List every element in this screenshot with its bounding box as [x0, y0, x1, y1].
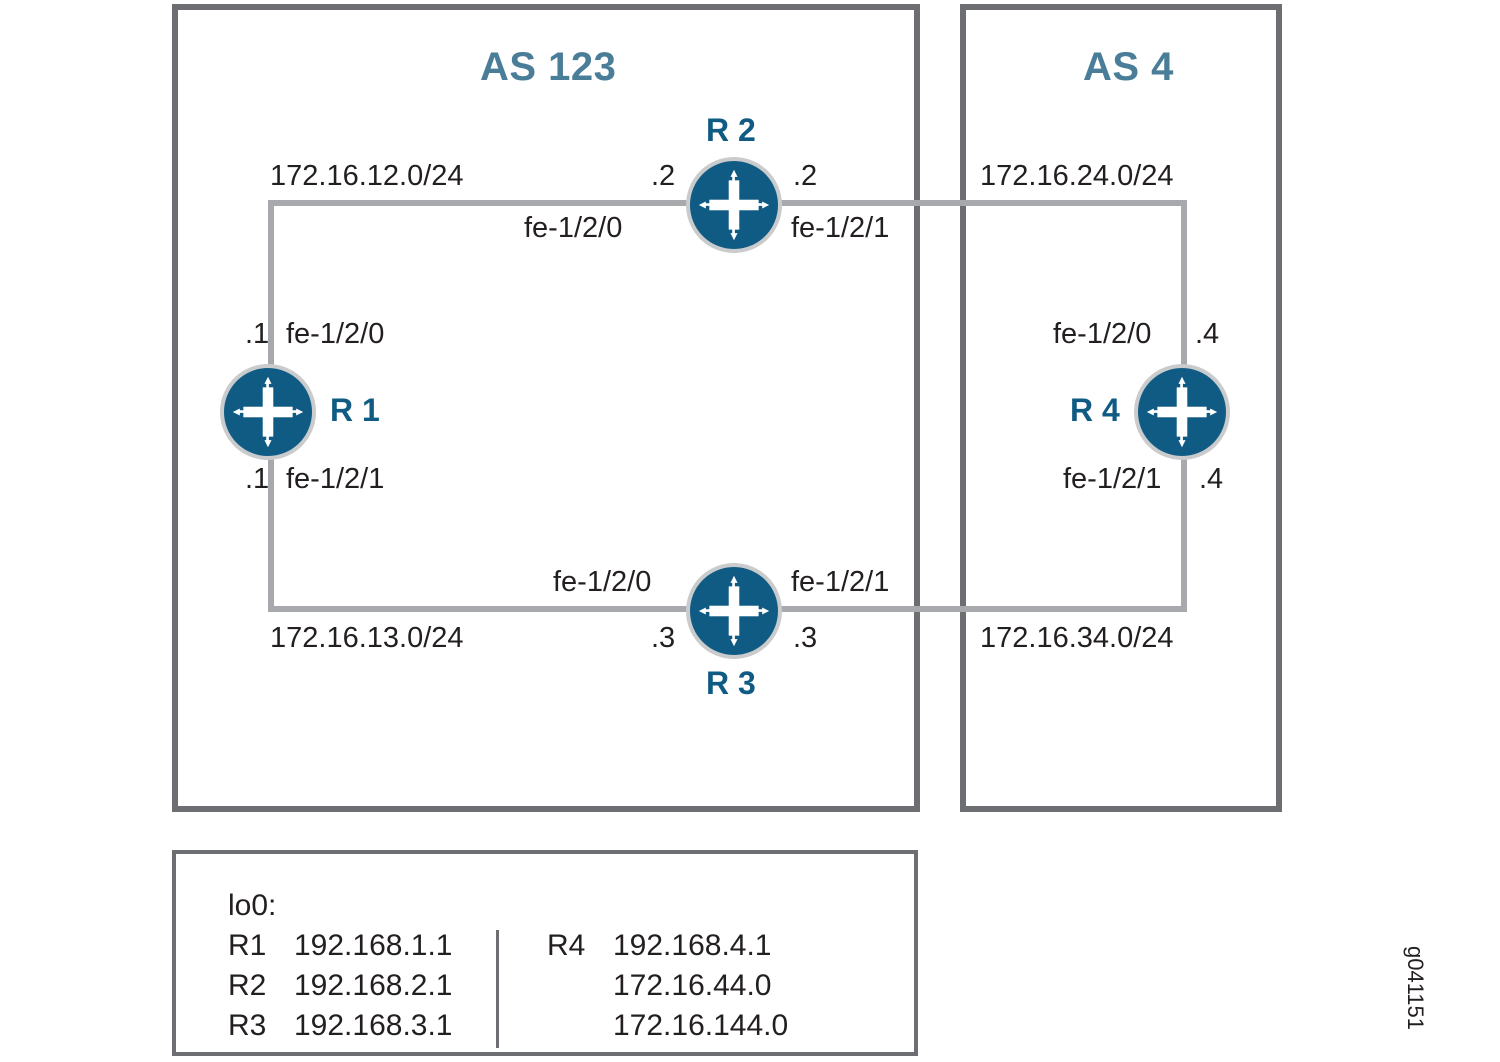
ip-label-r2-fe-1-2-0: .2: [651, 160, 676, 192]
legend-router-address: 192.168.2.1: [294, 969, 453, 1002]
legend-row: [547, 1006, 788, 1046]
link-r1-r3: [268, 606, 738, 612]
router-label-r2: R 2: [706, 112, 756, 148]
legend-router-address: 172.16.144.0: [613, 1009, 789, 1042]
router-icon: [690, 567, 778, 655]
interface-label-r2-fe-1-2-0: fe-1/2/0: [524, 212, 623, 244]
legend-row: [228, 966, 496, 1006]
figure-id: g041151: [1403, 946, 1428, 1031]
legend-row: [228, 1006, 496, 1046]
as-label-as4: AS 4: [1083, 45, 1174, 89]
ip-label-r3-fe-1-2-0: .3: [651, 622, 676, 654]
link-r1-r2: [268, 200, 738, 206]
legend-row: [228, 926, 496, 966]
ip-label-r4-fe-1-2-0: .4: [1195, 318, 1220, 350]
interface-label-r4-fe-1-2-1: fe-1/2/1: [1063, 463, 1162, 495]
legend-router-address: 172.16.44.0: [613, 969, 772, 1002]
subnet-label-r1-r3: 172.16.13.0/24: [270, 622, 464, 654]
legend-title: lo0:: [228, 889, 277, 922]
router-icon: [1138, 368, 1226, 456]
legend-router-name: R2: [228, 969, 267, 1002]
router-label-r1: R 1: [330, 392, 380, 428]
router-label-r3: R 3: [706, 665, 756, 701]
legend-router-address: 192.168.4.1: [613, 929, 772, 962]
legend-column-right: [547, 926, 788, 1048]
legend-divider: [496, 930, 499, 1048]
router-r3[interactable]: [686, 563, 782, 659]
router-label-r4: R 4: [1070, 392, 1120, 428]
router-icon: [224, 368, 312, 456]
router-icon: [690, 161, 778, 249]
interface-label-r3-fe-1-2-0: fe-1/2/0: [553, 566, 652, 598]
ip-label-r1-fe-1-2-0: .1: [245, 318, 270, 350]
interface-label-r4-fe-1-2-0: fe-1/2/0: [1053, 318, 1152, 350]
router-r2[interactable]: [686, 157, 782, 253]
subnet-label-r3-r4: 172.16.34.0/24: [980, 622, 1174, 654]
link-r2-r4: [735, 200, 1187, 206]
ip-label-r1-fe-1-2-1: .1: [245, 463, 270, 495]
router-r4[interactable]: [1134, 364, 1230, 460]
legend-row: [547, 926, 788, 966]
legend-row: [547, 966, 788, 1006]
as-boundary-as4: [960, 4, 1282, 812]
legend-router-name: R4: [547, 929, 586, 962]
subnet-label-r2-r4: 172.16.24.0/24: [980, 160, 1174, 192]
as-label-as123: AS 123: [480, 45, 617, 89]
legend-column-left: [228, 926, 496, 1048]
ip-label-r2-fe-1-2-1: .2: [793, 160, 818, 192]
legend-content: [228, 886, 788, 1048]
legend-router-name: R3: [228, 1009, 267, 1042]
ip-label-r3-fe-1-2-1: .3: [793, 622, 818, 654]
link-r3-r4: [735, 606, 1187, 612]
interface-label-r1-fe-1-2-0: fe-1/2/0: [286, 318, 385, 350]
legend-router-address: 192.168.3.1: [294, 1009, 453, 1042]
interface-label-r3-fe-1-2-1: fe-1/2/1: [791, 566, 890, 598]
legend-box: [172, 850, 918, 1056]
legend-router-address: 192.168.1.1: [294, 929, 453, 962]
interface-label-r2-fe-1-2-1: fe-1/2/1: [791, 212, 890, 244]
subnet-label-r1-r2: 172.16.12.0/24: [270, 160, 464, 192]
ip-label-r4-fe-1-2-1: .4: [1199, 463, 1224, 495]
interface-label-r1-fe-1-2-1: fe-1/2/1: [286, 463, 385, 495]
legend-router-name: R1: [228, 929, 267, 962]
router-r1[interactable]: [220, 364, 316, 460]
